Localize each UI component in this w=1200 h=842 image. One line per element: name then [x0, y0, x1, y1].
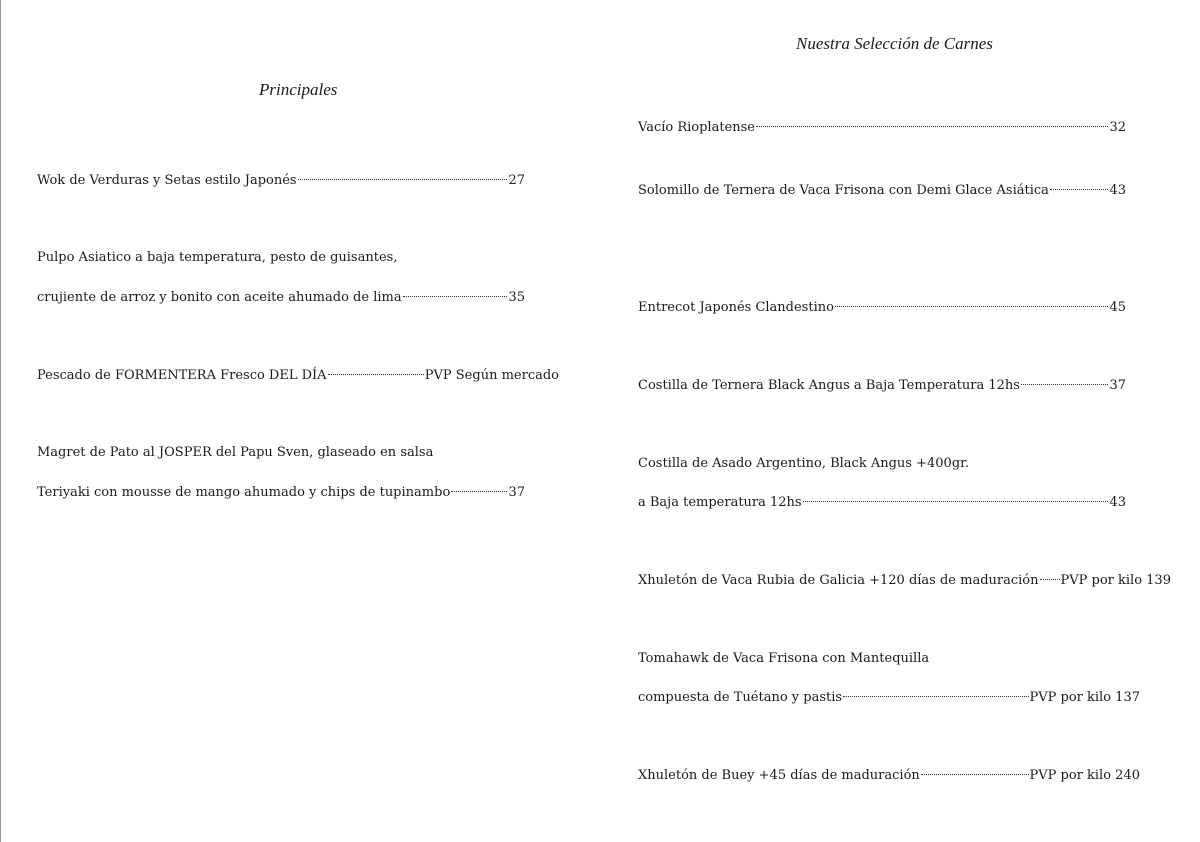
item-price: PVP por kilo 240	[1029, 768, 1140, 783]
menu-item-solomillo	[638, 182, 1126, 200]
item-name: crujiente de arroz y bonito con aceite ahumado de lima	[37, 290, 402, 305]
dot-leader	[756, 126, 1108, 127]
menu-item-pescado	[37, 367, 559, 385]
item-name: Teriyaki con mousse de mango ahumado y chips de tupinambo	[37, 485, 451, 500]
menu-item-pulpo	[37, 289, 525, 307]
item-name: Entrecot Japonés Clandestino	[638, 300, 834, 315]
item-name: Costilla de Ternera Black Angus a Baja Temperatura 12hs	[638, 378, 1020, 393]
item-price: 37	[508, 485, 525, 500]
dot-leader	[403, 296, 508, 297]
dot-leader	[803, 501, 1109, 502]
item-price: 27	[508, 173, 525, 188]
menu-item-pulpo-line1: Pulpo Asiatico a baja temperatura, pesto de guisantes,	[37, 250, 398, 265]
item-name: Vacío Rioplatense	[638, 120, 755, 135]
menu-item-tomahawk-line1: Tomahawk de Vaca Frisona con Mantequilla	[638, 651, 930, 666]
item-name: compuesta de Tuétano y pastis	[638, 690, 843, 705]
dot-leader	[1021, 384, 1108, 385]
menu-item-magret-line1: Magret de Pato al JOSPER del Papu Sven, glaseado en salsa	[37, 445, 434, 460]
item-name: Xhuletón de Vaca Rubia de Galicia +120 días de maduración	[638, 573, 1039, 588]
item-price: 32	[1109, 120, 1126, 135]
menu-item-tomahawk	[638, 689, 1140, 707]
item-price: 35	[508, 290, 525, 305]
menu-item-costilla-asado	[638, 494, 1126, 512]
dot-leader	[328, 374, 424, 375]
menu-item-wok	[37, 172, 525, 190]
menu-item-xhuleton-rubia	[638, 572, 1171, 590]
item-name: Solomillo de Ternera de Vaca Frisona con Demi Glace Asiática	[638, 183, 1049, 198]
dot-leader	[843, 696, 1028, 697]
menu-item-costilla-ternera	[638, 377, 1126, 395]
dot-leader	[921, 774, 1029, 775]
item-price: 43	[1109, 183, 1126, 198]
section-title-principales: Principales	[259, 80, 338, 99]
page-left-border	[0, 0, 1, 842]
item-price: 45	[1109, 300, 1126, 315]
item-name: Pescado de FORMENTERA Fresco DEL DÍA	[37, 368, 327, 383]
menu-item-xhuleton-buey	[638, 767, 1140, 785]
menu-item-entrecot	[638, 299, 1126, 317]
menu-item-magret	[37, 484, 525, 502]
section-title-carnes: Nuestra Selección de Carnes	[796, 34, 993, 53]
dot-leader	[835, 306, 1109, 307]
item-name: Xhuletón de Buey +45 días de maduración	[638, 768, 920, 783]
dot-leader	[298, 179, 508, 180]
item-price: 43	[1109, 495, 1126, 510]
item-price: PVP por kilo 139	[1060, 573, 1171, 588]
item-name: a Baja temperatura 12hs	[638, 495, 802, 510]
item-price: PVP Según mercado	[424, 368, 559, 383]
dot-leader	[1050, 189, 1109, 190]
item-name: Wok de Verduras y Setas estilo Japonés	[37, 173, 297, 188]
dot-leader	[451, 491, 507, 492]
menu-item-vacio	[638, 119, 1126, 137]
menu-item-costilla-asado-line1: Costilla de Asado Argentino, Black Angus +400gr.	[638, 456, 970, 471]
item-price: 37	[1109, 378, 1126, 393]
item-price: PVP por kilo 137	[1029, 690, 1140, 705]
dot-leader	[1040, 579, 1060, 580]
